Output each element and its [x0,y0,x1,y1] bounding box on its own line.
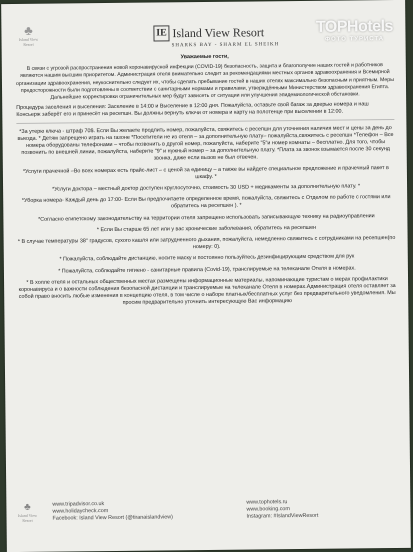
rule-item: * В случае температуры 38° градусов, сухого кашля или затрудненного дыхания, пожалуйста, немедленно свяжитесь с сотрудниками на ресепшен(по номеру: 0). [17,235,396,251]
footer-logo-text: Island View Resort [17,512,38,523]
rule-item: * Пожалуйста, соблюдайте гигиено - санитарные правила (Covid-19), транслируемые на телеканале Отеля в номерах. [58,265,356,275]
intro-paragraph: В связи с угрозой распространения новой коронавирусной инфекции (COVID-19) безопасность, защита и благополучие наших гостей и работников являются нашим высшим приоритетом. Администрация отеля внимательно следит за рекомендациями местных органов здравоохранения и Всемирной организации здравоохранения, неукоснительно следует их, чтобы сделать пребывание гостей в наших отелях максимально безопасным и приятным. Меры предосторожности были подготовлены в соответствии с санитарными нормами и правилами, утверждёнными Министерством здравоохранения Египта. Дальнейшие корректировки ограничительных мер будут зависеть от ситуации или улучшения эпидемиологической обстановки. [15,62,394,101]
logo-subtitle: SHARKS BAY - SHARM EL SHEIKH [171,42,280,49]
rule-item: *Уборка номера- Каждый день до 17:00- Если Вы предпочитаете определенное время, пожалуйста, свяжитесь с Отделом по работе с гостями или обратитесь на ресепшен ). * [21,194,391,210]
footer-links-right [246,499,318,521]
footer-links-left [52,500,173,522]
rule-item: *За утерю ключа - штраф 70$. Если Вы желаете продлить номер, пожалуйста, свяжитесь с ресепшн для уточнения наличия мест и цены за день до выезда. * Детям запрещено играть на газоне *Посетители не из отеля – за дополнительную плату– пожалуйста,свяжитесь с ресепшн *Телефон – Все номера оборудованы телефонами – чтобы позвонить в другой номер, пожалуйста, наберите "5"и номер комнаты – бесплатно. Для того, чтобы позвонить по внешней линии, пожалуйста, наберите "9" и нужный номер – за дополнительную плату. *Плата за звонок взымается после 30 секунд звонка, даже если вызов не был отвечен. [17,124,394,162]
logo-box: IE [153,26,169,42]
side-logo-sub: Resort [23,41,34,47]
rule-item: *Услуги доктора – местный доктор доступен круглосуточно, стоимость 30 USD + медикаменты за дополнительную плату. * [52,183,361,193]
checkin-paragraph: Процедура заселения и выселения: Заселение в 14:00 и Выселение в 12:00 дня. Пожалуйста, оставьте свой багаж за дверью номера и наш Консьерж заберёт его и принесёт на ресепшн. Вы должны вернуть ключи от номера и карту на полотенце при выселении в 12:00. [16,101,369,119]
side-logo [7,24,49,47]
footer-link[interactable]: www.holidaycheck.com [52,508,109,515]
notice-body [16,52,397,312]
footer-link[interactable]: Facebook: Island View Resort (@tiranaislandview) [52,514,173,522]
notice-sheet [1,0,411,552]
crest-icon: ♣ [24,22,33,38]
rule-item: * В холле отеля и остальных общественных местах размещены информационные материалы, напоминающие туристам о мерах профилактики коронавируса и о важности соблюдения безопасной дистанции и транслируемые на телеканале Отеля в номерах.Администрация отеля оставляет за собой право вносить любые изменения в концепцию отеля, в том числе о наборе платных/бесплатных услуг без предварительного уведомления. Мы просим предварительно уточнить интересующую Вас информацию [18,275,396,307]
crest-icon: ♣ [24,501,31,513]
watermark-sub: ФОТО ТУРИСТА [324,36,385,43]
divider [16,119,394,124]
rule-item: *Согласно египетскому законодательству на территории отеля запрещено использовать записывающую технику на радиоуправлении [38,212,375,223]
logo-name: Island View Resort [172,25,265,41]
rule-item: *Услуги прачечной –Во всех номерах есть прайс-лист – с ценой за единицу – а также вы найдете специальное предложение и прачечный пакет в шкафу. * [22,164,389,180]
rule-item: * Если Вы старше 65 лет или у вас хронические заболевания, обратитесь на ресепшен [96,224,317,233]
watermark-brand: TOPHotels [315,18,393,36]
footer-link[interactable]: www.tripadvisor.co.uk [52,501,105,508]
footer-logo [14,502,40,523]
footer [14,496,404,540]
footer-link[interactable]: Instagram: #IslandViewResort [246,512,319,520]
hotel-logo [153,23,333,49]
rule-item: * Пожалуйста, соблюдайте дистанцию, носите маску и постоянно пользуйтесь дезинфицирующим средством для рук [59,253,355,264]
footer-link[interactable]: www.tophotels.ru [246,499,288,506]
footer-link[interactable]: www.booking.com [246,506,290,513]
side-logo-text: Island View [18,36,39,42]
watermark [309,18,399,43]
greeting: Уважаемые гости, [180,53,229,61]
